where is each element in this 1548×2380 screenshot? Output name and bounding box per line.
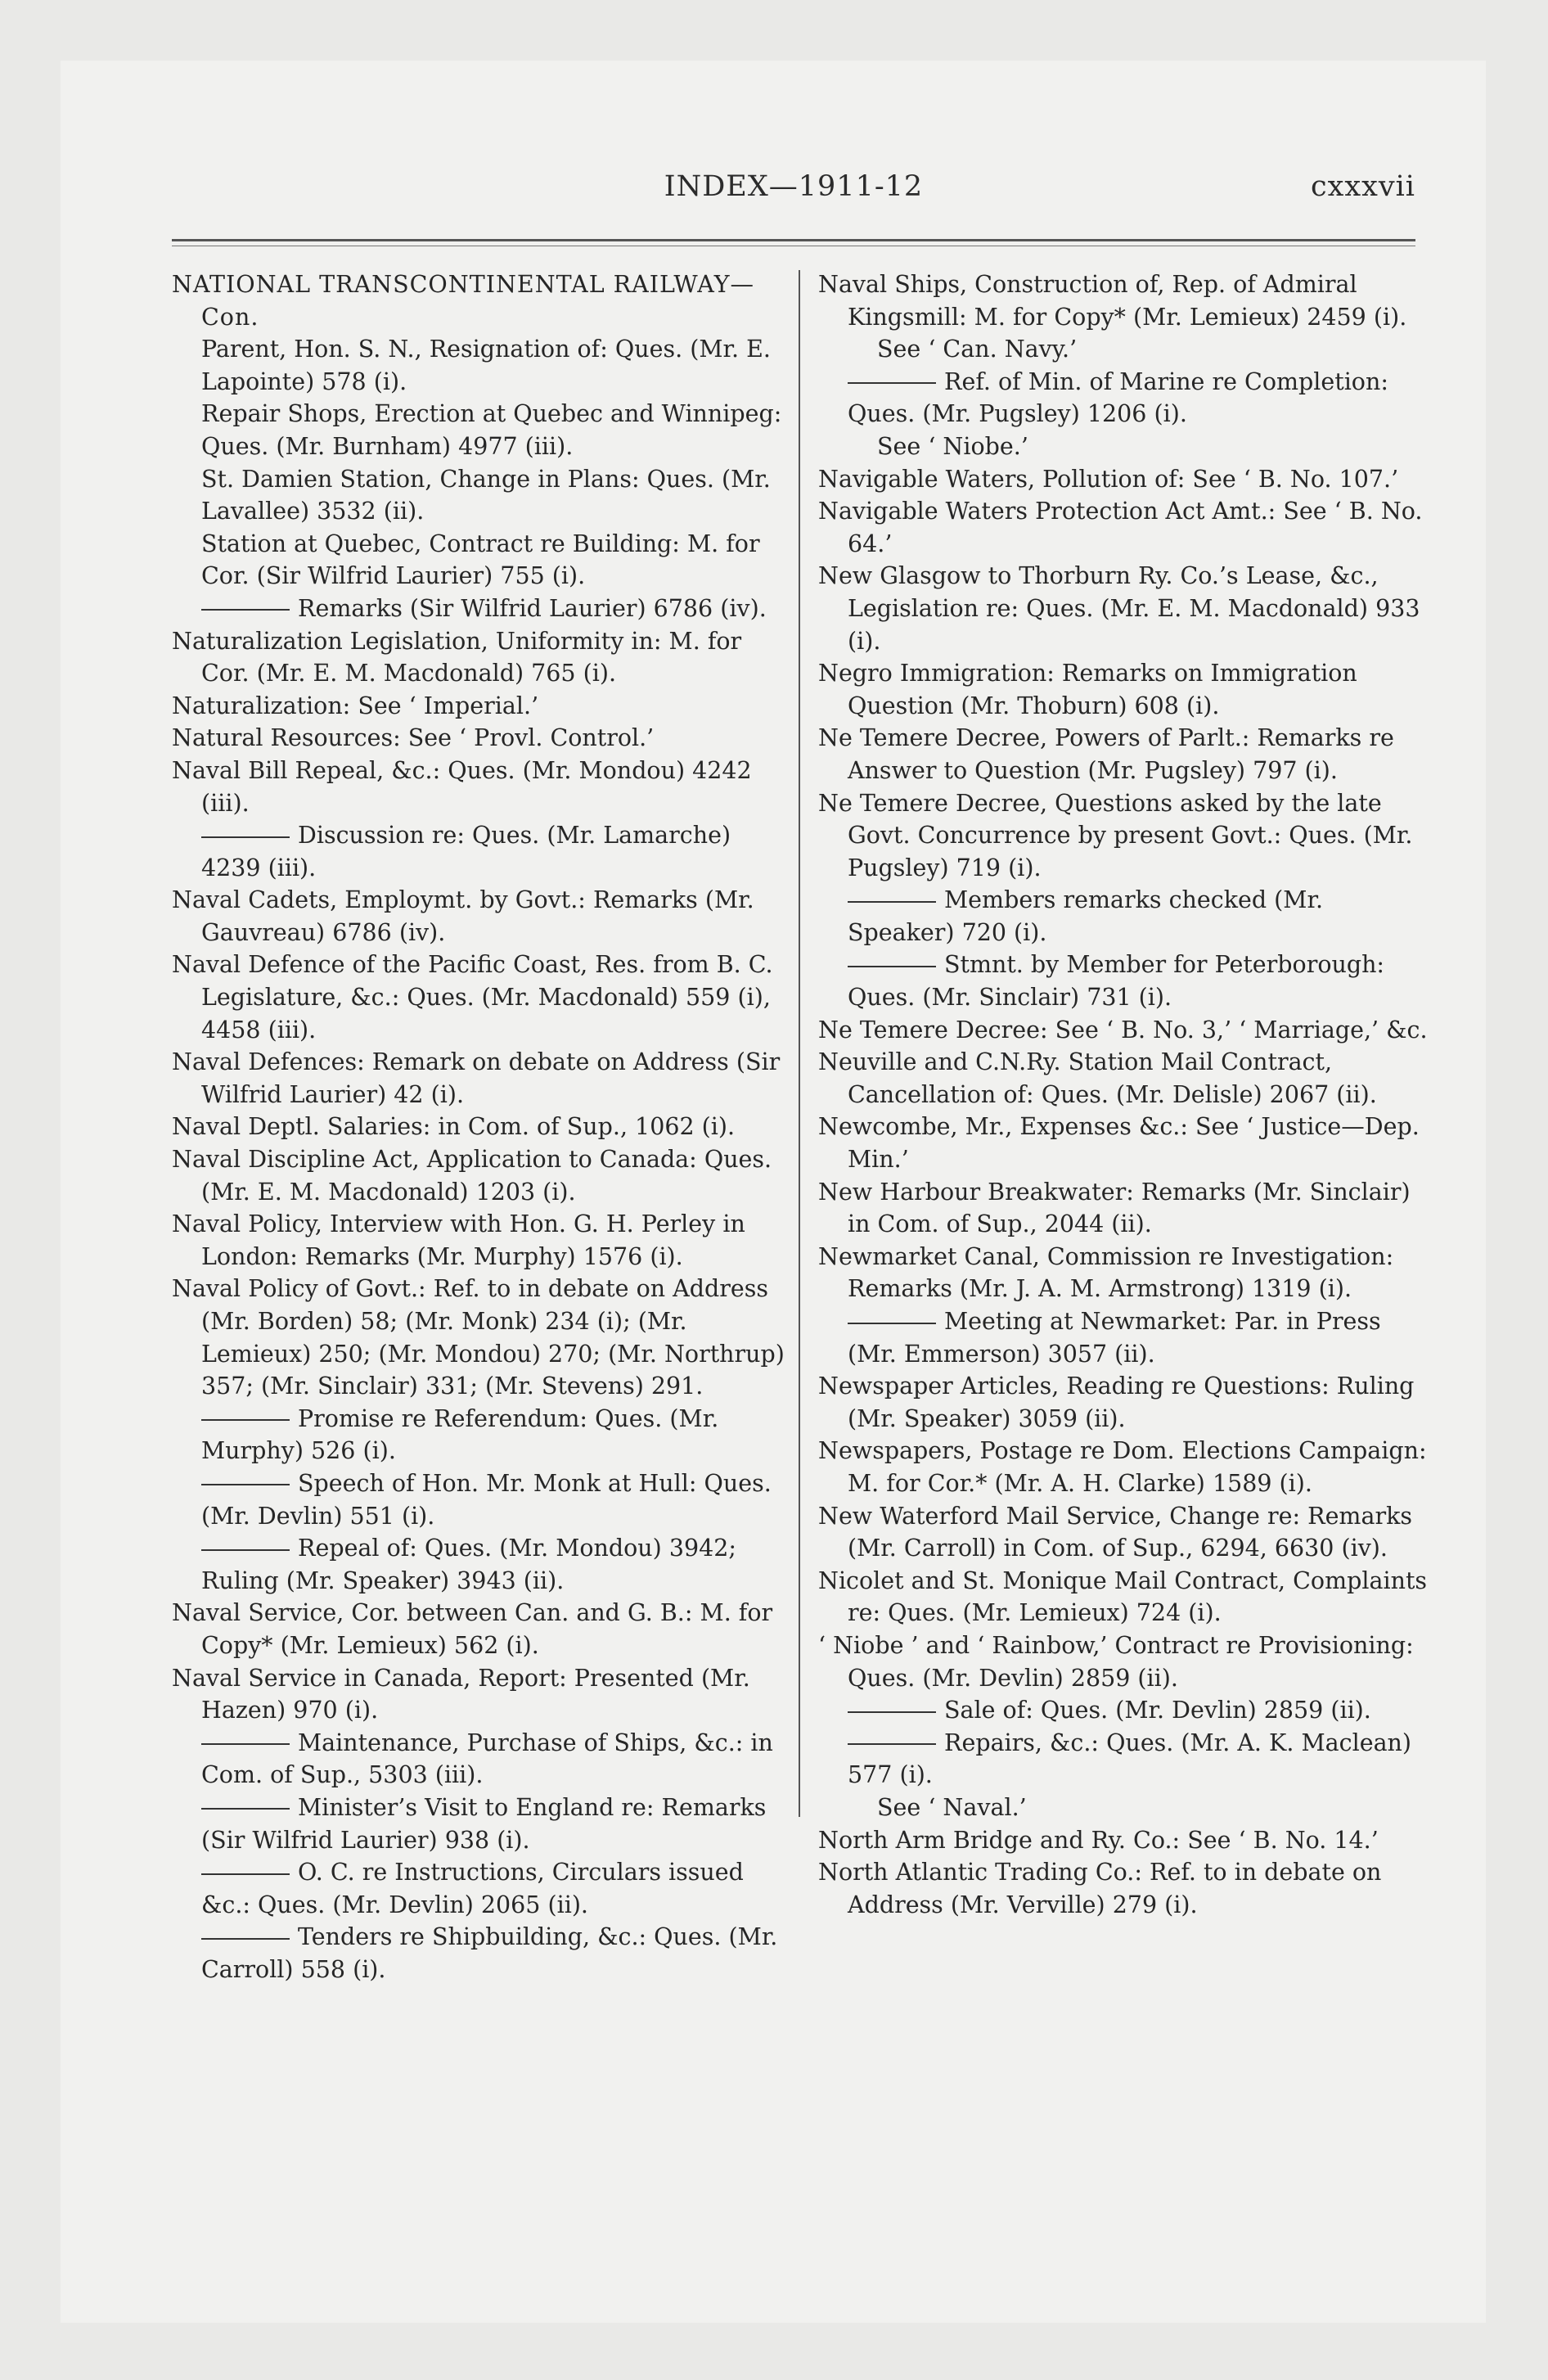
right-column [818, 268, 1433, 1921]
entry-text: Ne Temere Decree: See ‘ B. No. 3,’ ‘ Marriage,’ &c. [818, 1016, 1428, 1044]
index-entry [818, 560, 1433, 657]
index-entry [172, 1143, 787, 1208]
index-subentry [172, 528, 787, 593]
index-entry [818, 495, 1433, 560]
entry-text: Natural Resources: See ‘ Provl. Control.’ [172, 724, 655, 752]
entry-text: Members remarks checked (Mr. Speaker) 720 (i). [848, 886, 1324, 946]
entry-text: New Glasgow to Thorburn Ry. Co.’s Lease, &c., Legislation re: Ques. (Mr. E. M. Macdonald) 933 (i). [818, 562, 1420, 655]
entry-text: Naval Defence of the Pacific Coast, Res. from B. C. Legislature, &c.: Ques. (Mr. Macdonald) 559 (i), 4458 (iii). [172, 951, 773, 1044]
ditto-dash [201, 836, 290, 838]
entry-text: See ‘ Can. Navy.’ [877, 336, 1078, 363]
entry-text: Naturalization: See ‘ Imperial.’ [172, 692, 539, 719]
entry-text: Naval Service in Canada, Report: Presented (Mr. Hazen) 970 (i). [172, 1664, 750, 1724]
index-entry [818, 1046, 1433, 1111]
ditto-dash [201, 1484, 290, 1485]
entry-text: Repair Shops, Erection at Quebec and Winnipeg: Ques. (Mr. Burnham) 4977 (iii). [201, 400, 782, 460]
entry-text: See ‘ Niobe.’ [877, 432, 1028, 460]
entry-text: Repeal of: Ques. (Mr. Mondou) 3942; Ruling (Mr. Speaker) 3943 (ii). [201, 1535, 736, 1594]
index-entry [172, 625, 787, 690]
index-dash-entry [818, 1694, 1433, 1727]
index-heading [172, 268, 787, 333]
page-header [172, 170, 1415, 211]
index-entry [172, 1111, 787, 1143]
entry-text: Newcombe, Mr., Expenses &c.: See ‘ Justice—Dep. Min.’ [818, 1113, 1420, 1174]
entry-text: Naval Cadets, Employmt. by Govt.: Remarks (Mr. Gauvreau) 6786 (iv). [172, 886, 754, 946]
index-entry [818, 268, 1433, 333]
left-column [172, 268, 787, 1986]
entry-text: Ref. of Min. of Marine re Completion: Ques. (Mr. Pugsley) 1206 (i). [848, 367, 1388, 428]
ditto-dash [201, 609, 290, 611]
index-entry [172, 1273, 787, 1402]
index-entry [172, 1046, 787, 1111]
page-number: cxxxvii [1311, 170, 1415, 203]
entry-text: Naval Discipline Act, Application to Canada: Ques. (Mr. E. M. Macdonald) 1203 (i). [172, 1146, 772, 1206]
entry-text: Parent, Hon. S. N., Resignation of: Ques. (Mr. E. Lapointe) 578 (i). [201, 336, 771, 395]
index-subentry [172, 333, 787, 398]
index-dash-entry [818, 949, 1433, 1013]
entry-text: North Atlantic Trading Co.: Ref. to in debate on Address (Mr. Verville) 279 (i). [818, 1859, 1382, 1918]
index-dash-entry [818, 366, 1433, 430]
index-entry [818, 1111, 1433, 1175]
index-entry [818, 1629, 1433, 1694]
index-entry [818, 463, 1433, 496]
index-entry [818, 1241, 1433, 1305]
index-entry [172, 1208, 787, 1273]
entry-text: O. C. re Instructions, Circulars issued &c.: Ques. (Mr. Devlin) 2065 (ii). [201, 1859, 744, 1918]
ditto-dash [848, 1711, 936, 1713]
entry-text: New Waterford Mail Service, Change re: Remarks (Mr. Carroll) in Com. of Sup., 6294, 6630 (iv). [818, 1502, 1412, 1562]
entry-text: Maintenance, Purchase of Ships, &c.: in Com. of Sup., 5303 (iii). [201, 1729, 773, 1789]
ditto-dash [848, 966, 936, 967]
index-see-reference [818, 333, 1433, 366]
index-entry [818, 1176, 1433, 1241]
index-entry [172, 755, 787, 819]
index-entry [818, 1435, 1433, 1499]
ditto-dash [201, 1808, 290, 1810]
index-entry [818, 1500, 1433, 1565]
entry-text: Naturalization Legislation, Uniformity in: M. for Cor. (Mr. E. M. Macdonald) 765 (i). [172, 627, 742, 687]
entry-text: Meeting at Newmarket: Par. in Press (Mr. Emmerson) 3057 (ii). [848, 1308, 1381, 1368]
ditto-dash [201, 1419, 290, 1421]
index-entry [172, 1662, 787, 1727]
entry-text: Station at Quebec, Contract re Building: M. for Cor. (Sir Wilfrid Laurier) 755 (i). [201, 530, 760, 590]
index-entry [172, 949, 787, 1046]
entry-text: Nicolet and St. Monique Mail Contract, Complaints re: Ques. (Mr. Lemieux) 724 (i). [818, 1566, 1428, 1627]
entry-text: Naval Policy, Interview with Hon. G. H. Perley in London: Remarks (Mr. Murphy) 1576 (i). [172, 1210, 745, 1270]
index-dash-entry [818, 884, 1433, 949]
index-entry [818, 1565, 1433, 1629]
entry-text: Ne Temere Decree, Questions asked by the late Govt. Concurrence by present Govt.: Ques. (Mr. Pugsley) 719 (i). [818, 789, 1413, 881]
index-entry [818, 657, 1433, 722]
index-entry [172, 722, 787, 755]
index-dash-entry [818, 1727, 1433, 1792]
entry-text: Navigable Waters, Pollution of: See ‘ B. No. 107.’ [818, 465, 1399, 493]
index-dash-entry [172, 1467, 787, 1532]
entry-text: Sale of: Ques. (Mr. Devlin) 2859 (ii). [944, 1697, 1371, 1724]
entry-text: Promise re Referendum: Ques. (Mr. Murphy) 526 (i). [201, 1404, 719, 1465]
ditto-dash [848, 1743, 936, 1745]
ditto-dash [848, 382, 936, 384]
entry-text: North Arm Bridge and Ry. Co.: See ‘ B. No. 14.’ [818, 1826, 1379, 1854]
ditto-dash [848, 901, 936, 903]
entry-text: Navigable Waters Protection Act Amt.: See ‘ B. No. 64.’ [818, 498, 1423, 557]
ditto-dash [201, 1549, 290, 1551]
index-dash-entry [172, 1856, 787, 1921]
index-entry [818, 1370, 1433, 1435]
index-dash-entry [172, 1403, 787, 1467]
entry-text: Speech of Hon. Mr. Monk at Hull: Ques. (Mr. Devlin) 551 (i). [201, 1469, 772, 1530]
entry-text: Tenders re Shipbuilding, &c.: Ques. (Mr. Carroll) 558 (i). [201, 1923, 778, 1983]
index-entry [818, 722, 1433, 787]
entry-text: Naval Deptl. Salaries: in Com. of Sup., 1062 (i). [172, 1113, 736, 1141]
index-dash-entry [172, 1921, 787, 1986]
index-entry [818, 1014, 1433, 1047]
index-entry [818, 787, 1433, 885]
entry-text: Repairs, &c.: Ques. (Mr. A. K. Maclean) 577 (i). [848, 1729, 1412, 1789]
index-entry [172, 1597, 787, 1661]
entry-text: Ne Temere Decree, Powers of Parlt.: Remarks re Answer to Question (Mr. Pugsley) 797 (i). [818, 724, 1394, 784]
entry-text: Remarks (Sir Wilfrid Laurier) 6786 (iv). [298, 594, 767, 622]
index-subentry [172, 398, 787, 462]
entry-text: Stmnt. by Member for Peterborough: Ques. (Mr. Sinclair) 731 (i). [848, 951, 1385, 1012]
entry-text: Naval Policy of Govt.: Ref. to in debate on Address (Mr. Borden) 58; (Mr. Monk) 234 (i); (Mr. Lemieux) 250; (Mr. Mondou) 270; (Mr. Northrup) 357; (Mr. Sinclair) 331; (Mr. Stevens) 291. [172, 1275, 785, 1400]
entry-text: Discussion re: Ques. (Mr. Lamarche) 4239 (iii). [201, 822, 731, 881]
entry-text: New Harbour Breakwater: Remarks (Mr. Sinclair) in Com. of Sup., 2044 (ii). [818, 1178, 1411, 1238]
entry-text: ‘ Niobe ’ and ‘ Rainbow,’ Contract re Provisioning: Ques. (Mr. Devlin) 2859 (ii). [818, 1631, 1414, 1692]
entry-text: Naval Bill Repeal, &c.: Ques. (Mr. Mondou) 4242 (iii). [172, 756, 752, 817]
entry-text: Newspaper Articles, Reading re Questions: Ruling (Mr. Speaker) 3059 (ii). [818, 1373, 1415, 1432]
entry-text: St. Damien Station, Change in Plans: Ques. (Mr. Lavallee) 3532 (ii). [201, 465, 771, 525]
entry-text: Newmarket Canal, Commission re Investigation: Remarks (Mr. J. A. M. Armstrong) 1319 (i). [818, 1242, 1394, 1303]
ditto-dash [201, 1938, 290, 1940]
index-see-reference [818, 430, 1433, 463]
ditto-dash [848, 1323, 936, 1324]
index-entry [818, 1856, 1433, 1921]
index-dash-entry [172, 1792, 787, 1856]
column-divider [799, 270, 800, 1817]
index-dash-entry [172, 593, 787, 625]
entry-text: NATIONAL TRANSCONTINENTAL RAILWAY—Con. [172, 271, 755, 331]
index-dash-entry [172, 1532, 787, 1597]
entry-text: Neuville and C.N.Ry. Station Mail Contract, Cancellation of: Ques. (Mr. Delisle) 2067 (ii). [818, 1048, 1377, 1108]
entry-text: Naval Ships, Construction of, Rep. of Admiral Kingsmill: M. for Copy* (Mr. Lemieux) 2459 (i). [818, 271, 1407, 331]
entry-text: Minister’s Visit to England re: Remarks (Sir Wilfrid Laurier) 938 (i). [201, 1793, 767, 1854]
entry-text: Naval Defences: Remark on debate on Address (Sir Wilfrid Laurier) 42 (i). [172, 1048, 781, 1108]
entry-text: Negro Immigration: Remarks on Immigration Question (Mr. Thoburn) 608 (i). [818, 660, 1357, 719]
ditto-dash [201, 1873, 290, 1875]
index-subentry [172, 463, 787, 528]
index-entry [172, 690, 787, 723]
index-entry [172, 884, 787, 949]
entry-text: Naval Service, Cor. between Can. and G. B.: M. for Copy* (Mr. Lemieux) 562 (i). [172, 1599, 773, 1659]
index-entry [818, 1824, 1433, 1857]
index-see-reference [818, 1792, 1433, 1824]
entry-text: Newspapers, Postage re Dom. Elections Campaign: M. for Cor.* (Mr. A. H. Clarke) 1589 (i). [818, 1437, 1427, 1497]
entry-text: See ‘ Naval.’ [877, 1793, 1027, 1821]
ditto-dash [201, 1743, 290, 1745]
index-dash-entry [172, 1727, 787, 1792]
index-dash-entry [172, 819, 787, 884]
header-rule-thick [172, 239, 1415, 241]
index-dash-entry [818, 1305, 1433, 1370]
running-title: INDEX—1911-12 [664, 170, 924, 203]
